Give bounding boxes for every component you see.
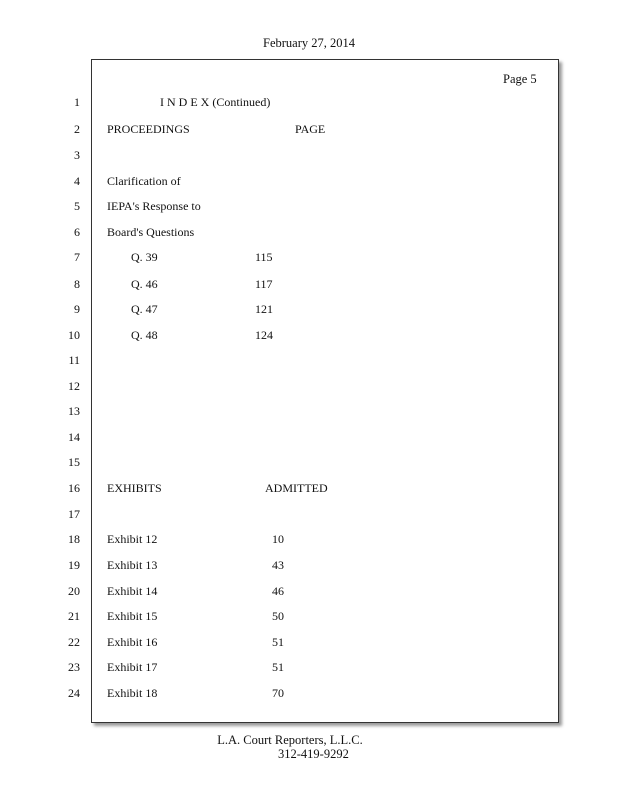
question-page: 124	[255, 328, 273, 342]
line-number: 5	[74, 199, 80, 213]
question-page: 117	[255, 277, 273, 291]
exhibit-label: Exhibit 12	[107, 532, 158, 546]
line-number: 14	[68, 430, 80, 444]
footer-phone: 312-419-9292	[278, 747, 349, 761]
line-number: 9	[74, 302, 80, 316]
line-number: 3	[74, 148, 80, 162]
admitted-column-header: ADMITTED	[265, 481, 328, 495]
transcript-page-frame	[91, 59, 559, 723]
question-page: 115	[255, 250, 273, 264]
page-number-label: Page 5	[503, 72, 537, 86]
document-date: February 27, 2014	[263, 36, 355, 50]
section-heading-line: IEPA's Response to	[107, 199, 201, 213]
exhibit-page: 43	[272, 558, 284, 572]
footer-company: L.A. Court Reporters, L.L.C.	[217, 733, 363, 747]
line-number: 23	[68, 660, 80, 674]
line-number: 2	[74, 122, 80, 136]
line-number: 24	[68, 686, 80, 700]
section-heading-line: Clarification of	[107, 174, 181, 188]
exhibit-label: Exhibit 17	[107, 660, 158, 674]
exhibit-label: Exhibit 15	[107, 609, 158, 623]
exhibit-label: Exhibit 13	[107, 558, 158, 572]
exhibit-page: 50	[272, 609, 284, 623]
section-heading-line: Board's Questions	[107, 225, 195, 239]
question-label: Q. 46	[131, 277, 158, 291]
exhibits-header: EXHIBITS	[107, 481, 162, 495]
exhibit-label: Exhibit 18	[107, 686, 158, 700]
exhibit-page: 10	[272, 532, 284, 546]
line-number: 18	[68, 532, 80, 546]
page-column-header: PAGE	[295, 122, 326, 136]
line-number: 1	[74, 95, 80, 109]
line-number: 6	[74, 225, 80, 239]
exhibit-label: Exhibit 14	[107, 584, 158, 598]
question-label: Q. 47	[131, 302, 158, 316]
exhibit-label: Exhibit 16	[107, 635, 158, 649]
line-number: 12	[68, 379, 80, 393]
line-number: 7	[74, 250, 80, 264]
line-number: 21	[68, 609, 80, 623]
line-number: 22	[68, 635, 80, 649]
proceedings-header: PROCEEDINGS	[107, 122, 190, 136]
question-page: 121	[255, 302, 273, 316]
line-number: 13	[68, 404, 80, 418]
line-number: 17	[68, 507, 80, 521]
line-number: 11	[68, 353, 80, 367]
line-number: 20	[68, 584, 80, 598]
line-number: 16	[68, 481, 80, 495]
line-number: 15	[68, 455, 80, 469]
question-label: Q. 48	[131, 328, 158, 342]
exhibit-page: 70	[272, 686, 284, 700]
question-label: Q. 39	[131, 250, 158, 264]
exhibit-page: 51	[272, 635, 284, 649]
line-number: 10	[68, 328, 80, 342]
line-number: 8	[74, 277, 80, 291]
line-number: 19	[68, 558, 80, 572]
line-number: 4	[74, 174, 80, 188]
exhibit-page: 51	[272, 660, 284, 674]
exhibit-page: 46	[272, 584, 284, 598]
index-title: I N D E X (Continued)	[160, 95, 271, 109]
